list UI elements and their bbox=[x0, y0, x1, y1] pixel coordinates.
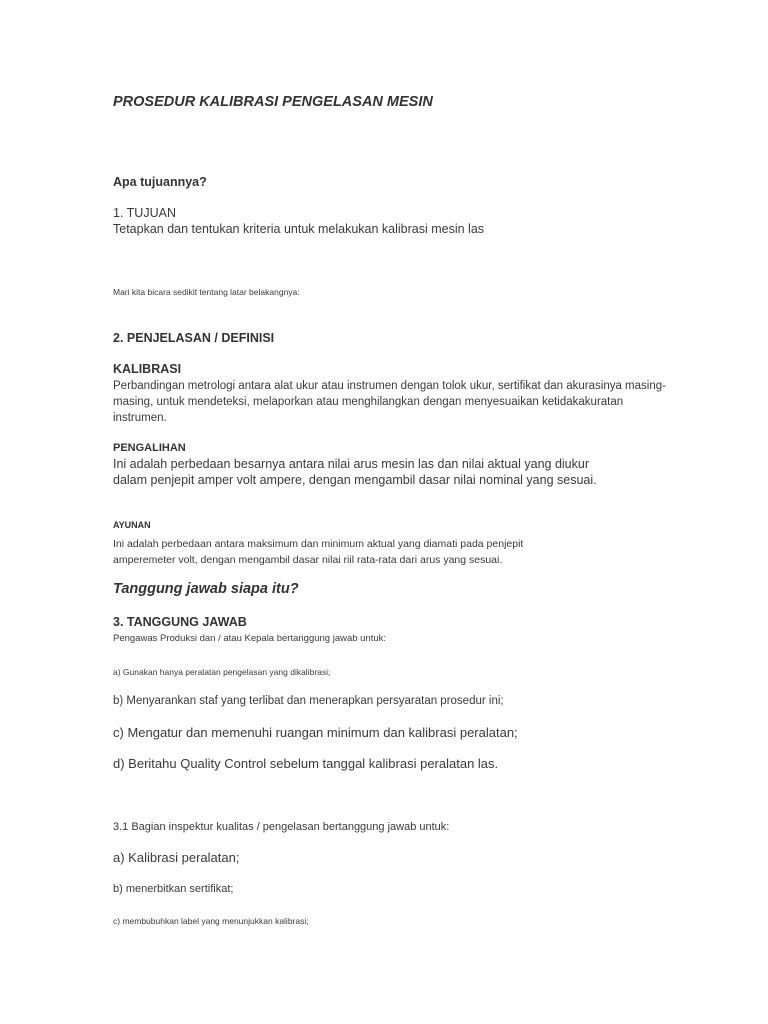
responsibility-question: Tanggung jawab siapa itu? bbox=[113, 581, 299, 597]
section-3-1-item: c) membubuhkan label yang menunjukkan kalibrasi; bbox=[113, 916, 309, 926]
section-3-1-item: b) menerbitkan sertifikat; bbox=[113, 883, 234, 895]
section-2-heading: 2. PENJELASAN / DEFINISI bbox=[113, 331, 275, 345]
section-3-item: d) Beritahu Quality Control sebelum tanggal kalibrasi peralatan las. bbox=[113, 756, 499, 771]
pengalihan-term: PENGALIHAN bbox=[113, 442, 186, 454]
section-3-item: c) Mengatur dan memenuhi ruangan minimum dan kalibrasi peralatan; bbox=[113, 725, 518, 740]
ayunan-definition: Ini adalah perbedaan antara maksimum dan minimum aktual yang diamati pada penjepit amperemeter volt, dengan mengambil dasar nilai riil rata-rata dari arus yang sesuai. bbox=[113, 538, 524, 566]
section-3-1-heading: 3.1 Bagian inspektur kualitas / pengelasan bertanggung jawab untuk: bbox=[113, 821, 450, 833]
section-1-text: Tetapkan dan tentukan kriteria untuk melakukan kalibrasi mesin las bbox=[113, 222, 485, 236]
section-3-1-item: a) Kalibrasi peralatan; bbox=[113, 850, 240, 865]
background-note: Mari kita bicara sedikit tentang latar belakangnya: bbox=[113, 287, 300, 297]
kalibrasi-term: KALIBRASI bbox=[113, 362, 182, 376]
section-3-item: a) Gunakan hanya peralatan pengelasan yang dikalibrasi; bbox=[113, 667, 331, 677]
section-3-intro: Pengawas Produksi dan / atau Kepala bertanggung jawab untuk: bbox=[113, 633, 387, 644]
section-1-heading: 1. TUJUAN bbox=[113, 206, 176, 220]
kalibrasi-definition: Perbandingan metrologi antara alat ukur atau instrumen dengan tolok ukur, sertifikat dan akurasinya masing-masing, untuk mendeteksi, melaporkan atau menghilangkan dengan menyesuaikan ketidakakuratan instrumen. bbox=[113, 380, 666, 424]
section-3-heading: 3. TANGGUNG JAWAB bbox=[113, 615, 247, 629]
pengalihan-definition: Ini adalah perbedaan besarnya antara nilai arus mesin las dan nilai aktual yang diukur dalam penjepit amper volt ampere, dengan mengambil dasar nilai nominal yang sesuai. bbox=[113, 457, 597, 487]
section-3-item: b) Menyarankan staf yang terlibat dan menerapkan persyaratan prosedur ini; bbox=[113, 695, 504, 707]
purpose-question: Apa tujuannya? bbox=[113, 175, 207, 189]
document-title: PROSEDUR KALIBRASI PENGELASAN MESIN bbox=[113, 94, 433, 110]
ayunan-term: AYUNAN bbox=[113, 520, 151, 530]
